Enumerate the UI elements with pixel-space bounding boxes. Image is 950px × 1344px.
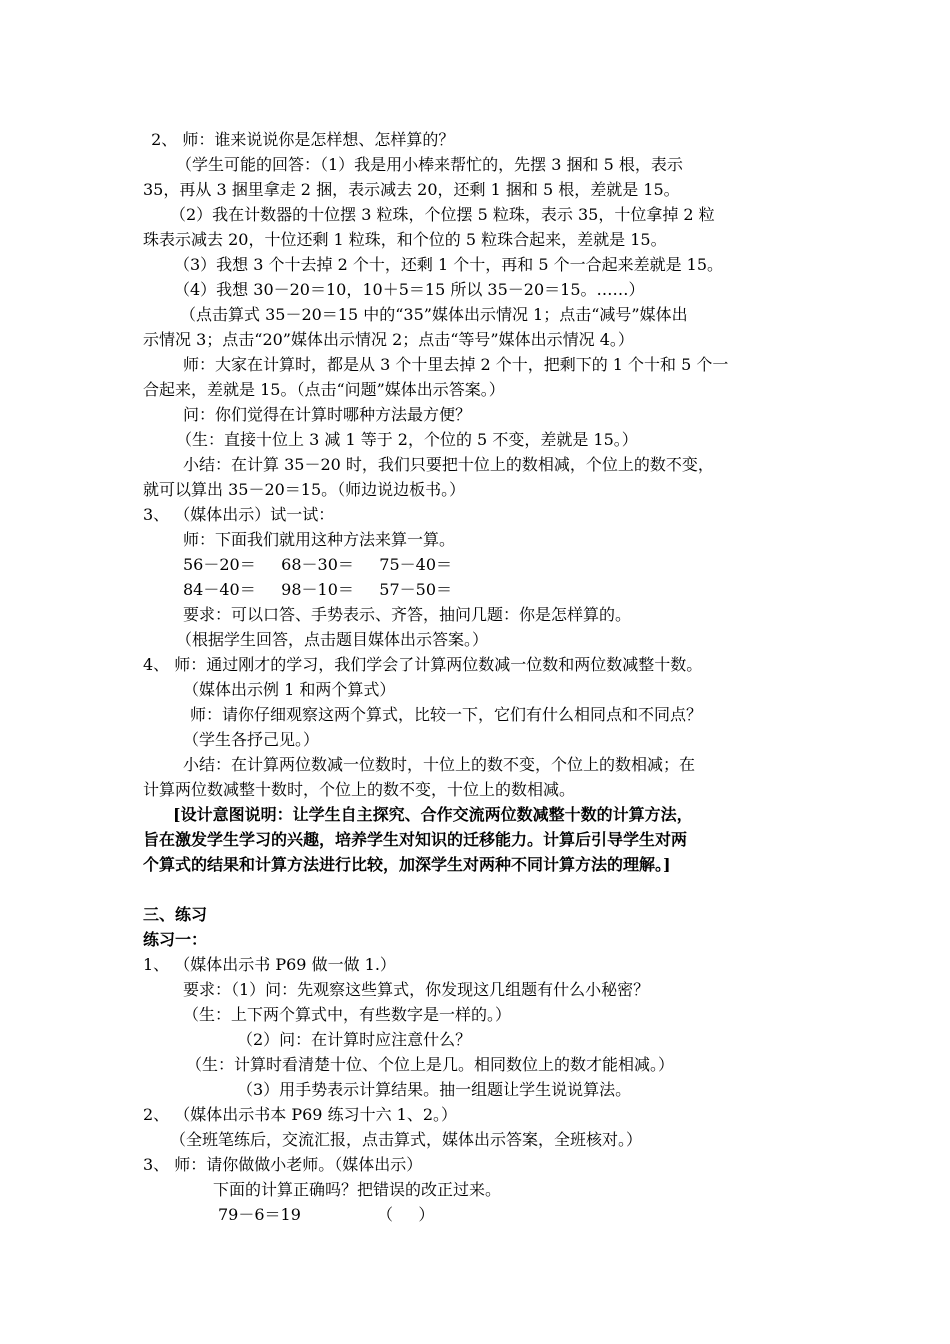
paragraph: （2）我在计数器的十位摆 3 粒珠，个位摆 5 粒珠，表示 35，十位拿掉 2 粒 <box>170 205 715 224</box>
paragraph: 小结：在计算两位数减一位数时，十位上的数不变，个位上的数相减；在 <box>183 755 696 774</box>
paragraph: 要求：（1）问：先观察这些算式，你发现这几组题有什么小秘密？ <box>183 980 650 999</box>
paragraph: （全班笔练后，交流汇报，点击算式，媒体出示答案，全班核对。） <box>170 1130 643 1149</box>
paragraph: 下面的计算正确吗？把错误的改正过来。 <box>213 1180 502 1199</box>
equation: 79－6＝19 <box>218 1205 301 1224</box>
paragraph: 示情况 3；点击“20”媒体出示情况 2；点击“等号”媒体出示情况 4。） <box>143 330 634 349</box>
paragraph: （生：计算时看清楚十位、个位上是几。相同数位上的数才能相减。） <box>186 1055 675 1074</box>
equation-row: 84－40＝ 98－10＝ 57－50＝ <box>183 580 453 599</box>
paragraph: 就可以算出 35－20＝15。（师边说边板书。） <box>143 480 466 499</box>
paragraph: 小结：在计算 35－20 时，我们只要把十位上的数相减，个位上的数不变， <box>183 455 714 474</box>
paragraph: （2）问：在计算时应注意什么？ <box>237 1030 472 1049</box>
paragraph: （点击算式 35－20＝15 中的“35”媒体出示情况 1；点击“减号”媒体出 <box>180 305 688 324</box>
section-2-heading: 2、 师：谁来说说你是怎样想、怎样算的？ <box>146 130 455 149</box>
design-note: [设计意图说明：让学生自主探究、合作交流两位数减整十数的计算方法， <box>173 805 693 824</box>
paragraph: （根据学生回答，点击题目媒体出示答案。） <box>176 630 489 649</box>
paragraph: 问：你们觉得在计算时哪种方法最方便？ <box>183 405 472 424</box>
exercise-title: 练习一： <box>143 930 208 949</box>
section-title: 三、练习 <box>143 905 208 924</box>
paragraph: （生：直接十位上 3 减 1 等于 2，个位的 5 不变，差就是 15。） <box>176 430 638 449</box>
paragraph: （媒体出示例 1 和两个算式） <box>183 680 396 699</box>
design-note: 旨在激发学生学习的兴趣，培养学生对知识的迁移能力。计算后引导学生对两 <box>143 830 688 849</box>
paragraph: 合起来，差就是 15。（点击“问题”媒体出示答案。） <box>143 380 505 399</box>
paragraph: （4）我想 30－20＝10，10＋5＝15 所以 35－20＝15。……） <box>174 280 645 299</box>
paragraph: 珠表示减去 20，十位还剩 1 粒珠，和个位的 5 粒珠合起来，差就是 15。 <box>143 230 667 249</box>
paragraph: 师：下面我们就用这种方法来算一算。 <box>183 530 456 549</box>
exercise-1-heading: 1、 （媒体出示书 P69 做一做 1.） <box>143 955 396 974</box>
paragraph: 师：请你仔细观察这两个算式，比较一下，它们有什么相同点和不同点？ <box>190 705 703 724</box>
paragraph: （生：上下两个算式中，有些数字是一样的。） <box>183 1005 512 1024</box>
paragraph: 35，再从 3 捆里拿走 2 捆，表示减去 20，还剩 1 捆和 5 根，差就是 15。 <box>143 180 680 199</box>
section-3-heading: 3、 （媒体出示）试一试： <box>143 505 335 524</box>
design-note: 个算式的结果和计算方法进行比较，加深学生对两种不同计算方法的理解。] <box>143 855 671 874</box>
exercise-3-heading: 3、 师：请你做做小老师。（媒体出示） <box>143 1155 423 1174</box>
equation-row: 56－20＝ 68－30＝ 75－40＝ <box>183 555 453 574</box>
exercise-2-heading: 2、 （媒体出示书本 P69 练习十六 1、2。） <box>143 1105 458 1124</box>
paragraph: 师：大家在计算时，都是从 3 个十里去掉 2 个十，把剩下的 1 个十和 5 个一 <box>183 355 729 374</box>
paragraph: （3）用手势表示计算结果。抽一组题让学生说说算法。 <box>237 1080 632 1099</box>
paragraph: （3）我想 3 个十去掉 2 个十，还剩 1 个十，再和 5 个一合起来差就是 15。 <box>174 255 724 274</box>
paragraph: 计算两位数减整十数时，个位上的数不变，十位上的数相减。 <box>143 780 576 799</box>
paragraph: （学生各抒己见。） <box>183 730 320 749</box>
paragraph: （学生可能的回答：（1）我是用小棒来帮忙的，先摆 3 捆和 5 根，表示 <box>176 155 683 174</box>
answer-blank: （ ） <box>377 1205 435 1224</box>
paragraph: 要求：可以口答、手势表示、齐答，抽问几题：你是怎样算的。 <box>183 605 632 624</box>
section-4-heading: 4、 师：通过刚才的学习，我们学会了计算两位数减一位数和两位数减整十数。 <box>143 655 703 674</box>
